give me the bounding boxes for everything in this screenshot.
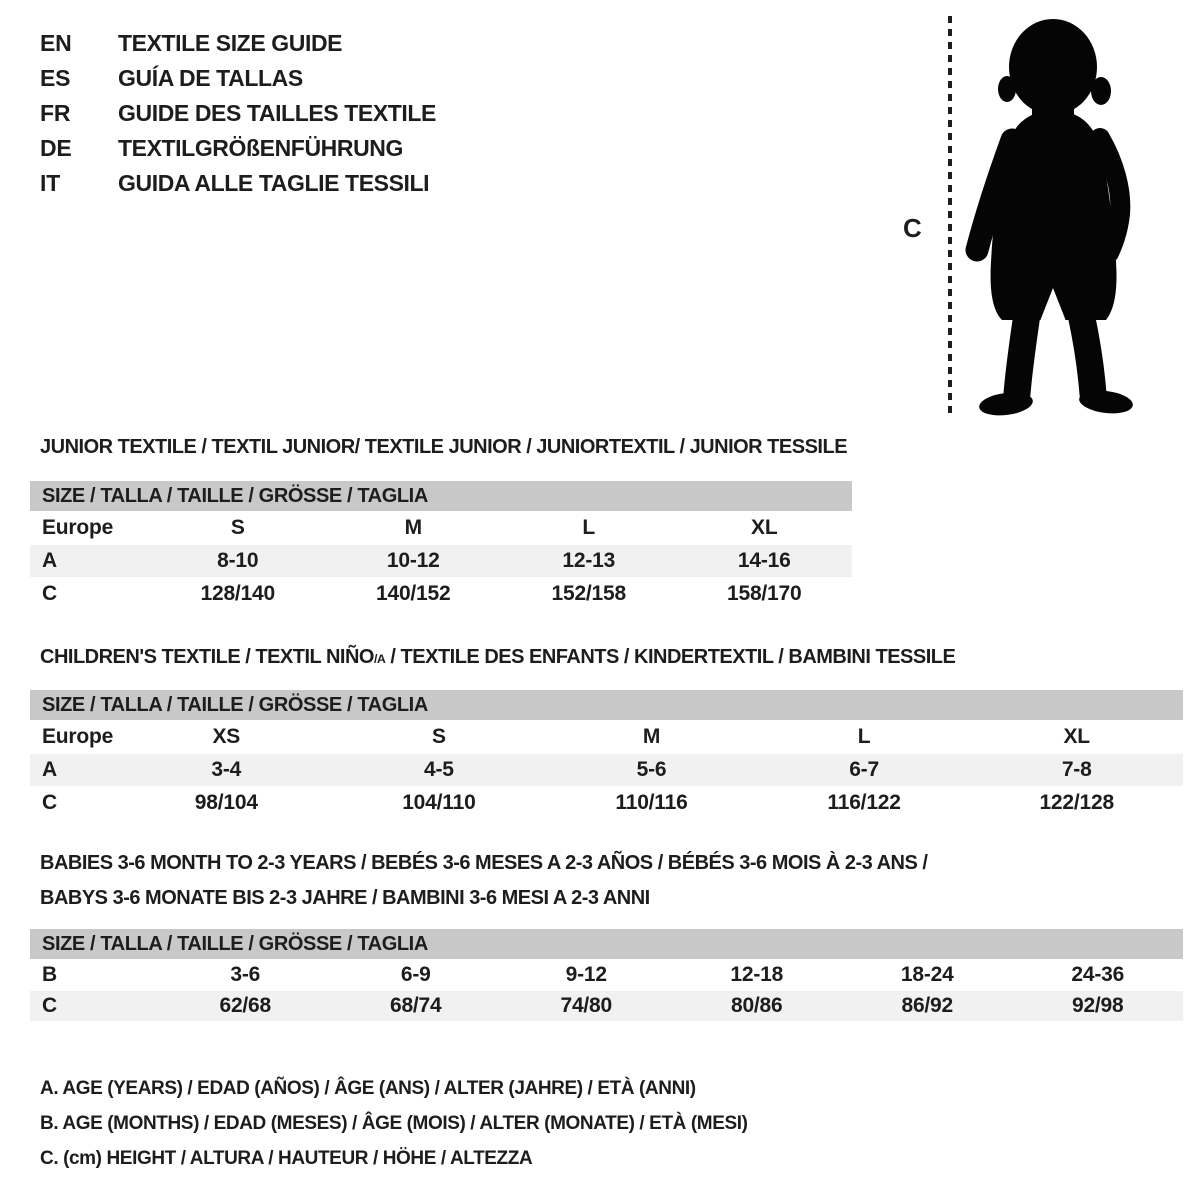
table-cell: 7-8 [1061, 758, 1092, 781]
junior-row-a [30, 545, 852, 577]
table-cell: 104/110 [402, 791, 476, 814]
height-measure-dashed-line [948, 16, 952, 418]
table-cell: 12-18 [730, 963, 784, 986]
table-cell: 3-4 [211, 758, 242, 781]
junior-size-table [30, 481, 852, 611]
table-cell: 140/152 [375, 582, 451, 605]
children-title-sub: /A [373, 652, 386, 666]
babies-size-table [30, 929, 1183, 1021]
babies-section-title-line1: BABIES 3-6 MONTH TO 2-3 YEARS / BEBÉS 3-6 MESES A 2-3 AÑOS / BÉBÉS 3-6 MOIS À 2-3 ANS / [40, 852, 928, 874]
children-section-title [40, 646, 955, 669]
table-cell: 128/140 [200, 582, 275, 605]
row-label: C [42, 582, 57, 605]
language-code: DE [40, 135, 72, 161]
table-cell: 158/170 [726, 582, 802, 605]
legend-line-a: A. AGE (YEARS) / EDAD (AÑOS) / ÂGE (ANS) / ALTER (JAHRE) / ETÀ (ANNI) [40, 1078, 696, 1099]
language-code: EN [40, 30, 72, 56]
legend-line-c: C. (cm) HEIGHT / ALTURA / HAUTEUR / HÖHE / ALTEZZA [40, 1148, 533, 1169]
table-cell: 18-24 [900, 963, 954, 986]
measure-label-c: C [903, 213, 922, 243]
children-row-a [30, 754, 1183, 786]
language-title-block [40, 26, 436, 201]
babies-row-c [30, 991, 1183, 1021]
table-cell: L [857, 725, 871, 748]
babies-size-header-bar: SIZE / TALLA / TAILLE / GRÖSSE / TAGLIA [30, 929, 1183, 959]
language-code: FR [40, 100, 71, 126]
table-cell: S [230, 516, 245, 539]
table-cell: 98/104 [194, 791, 258, 814]
junior-row-c [30, 577, 852, 611]
table-cell: 74/80 [560, 994, 613, 1017]
table-cell: 8-10 [217, 549, 259, 572]
children-row-europe [30, 720, 1183, 754]
junior-section-title: JUNIOR TEXTILE / TEXTIL JUNIOR/ TEXTILE JUNIOR / JUNIORTEXTIL / JUNIOR TESSILE [40, 436, 848, 458]
children-size-table [30, 690, 1183, 820]
table-cell: M [404, 516, 422, 539]
table-cell: M [642, 725, 661, 748]
language-code: ES [40, 65, 71, 91]
table-cell: S [431, 725, 446, 748]
language-row [40, 61, 436, 96]
language-title: GUIDE DES TAILLES TEXTILE [118, 100, 436, 126]
row-label: C [42, 994, 57, 1017]
table-cell: 12-13 [562, 549, 616, 572]
language-title: TEXTILGRÖßENFÜHRUNG [118, 135, 403, 161]
table-cell: 92/98 [1071, 994, 1124, 1017]
table-cell: 9-12 [565, 963, 607, 986]
table-cell: 3-6 [230, 963, 261, 986]
table-cell: 6-9 [400, 963, 431, 986]
language-row [40, 166, 436, 201]
language-code: IT [40, 170, 61, 196]
babies-section-title-line2: BABYS 3-6 MONATE BIS 2-3 JAHRE / BAMBINI 3-6 MESI A 2-3 ANNI [40, 887, 650, 909]
children-title-text: / TEXTILE DES ENFANTS / KINDERTEXTIL / BAMBINI TESSILE [385, 646, 956, 668]
language-title: GUIDA ALLE TAGLIE TESSILI [118, 170, 430, 196]
table-cell: L [582, 516, 596, 539]
junior-row-europe [30, 511, 852, 545]
row-label: B [42, 963, 57, 986]
language-row [40, 96, 436, 131]
table-cell: 62/68 [219, 994, 272, 1017]
toddler-silhouette-icon [960, 10, 1150, 422]
table-cell: 116/122 [827, 791, 901, 814]
table-cell: XL [1063, 725, 1090, 748]
row-label: A [42, 758, 57, 781]
babies-row-b [30, 959, 1183, 991]
children-row-c [30, 786, 1183, 820]
row-label: C [42, 791, 57, 814]
row-label: Europe [42, 725, 114, 748]
language-title: TEXTILE SIZE GUIDE [118, 30, 343, 56]
table-cell: 4-5 [424, 758, 454, 781]
row-label: A [42, 549, 57, 572]
table-cell: 24-36 [1071, 963, 1125, 986]
table-cell: 152/158 [551, 582, 626, 605]
row-label: Europe [42, 516, 114, 539]
table-cell: 10-12 [386, 549, 440, 572]
children-size-header-bar: SIZE / TALLA / TAILLE / GRÖSSE / TAGLIA [30, 690, 1183, 720]
table-cell: XL [751, 516, 778, 539]
table-cell: 5-6 [636, 758, 667, 781]
junior-size-header-bar: SIZE / TALLA / TAILLE / GRÖSSE / TAGLIA [30, 481, 852, 511]
children-title-text: CHILDREN'S TEXTILE / TEXTIL NIÑO [40, 646, 374, 668]
table-cell: 6-7 [849, 758, 879, 781]
language-row [40, 26, 436, 61]
table-cell: 80/86 [730, 994, 783, 1017]
table-cell: 14-16 [737, 549, 791, 572]
table-cell: 110/116 [615, 791, 688, 814]
table-cell: 122/128 [1039, 791, 1114, 814]
legend-line-b: B. AGE (MONTHS) / EDAD (MESES) / ÂGE (MOIS) / ALTER (MONATE) / ETÀ (MESI) [40, 1113, 748, 1134]
language-title: GUÍA DE TALLAS [118, 65, 303, 91]
table-cell: XS [212, 725, 241, 748]
table-cell: 86/92 [901, 994, 954, 1017]
table-cell: 68/74 [389, 994, 442, 1017]
language-row [40, 131, 436, 166]
